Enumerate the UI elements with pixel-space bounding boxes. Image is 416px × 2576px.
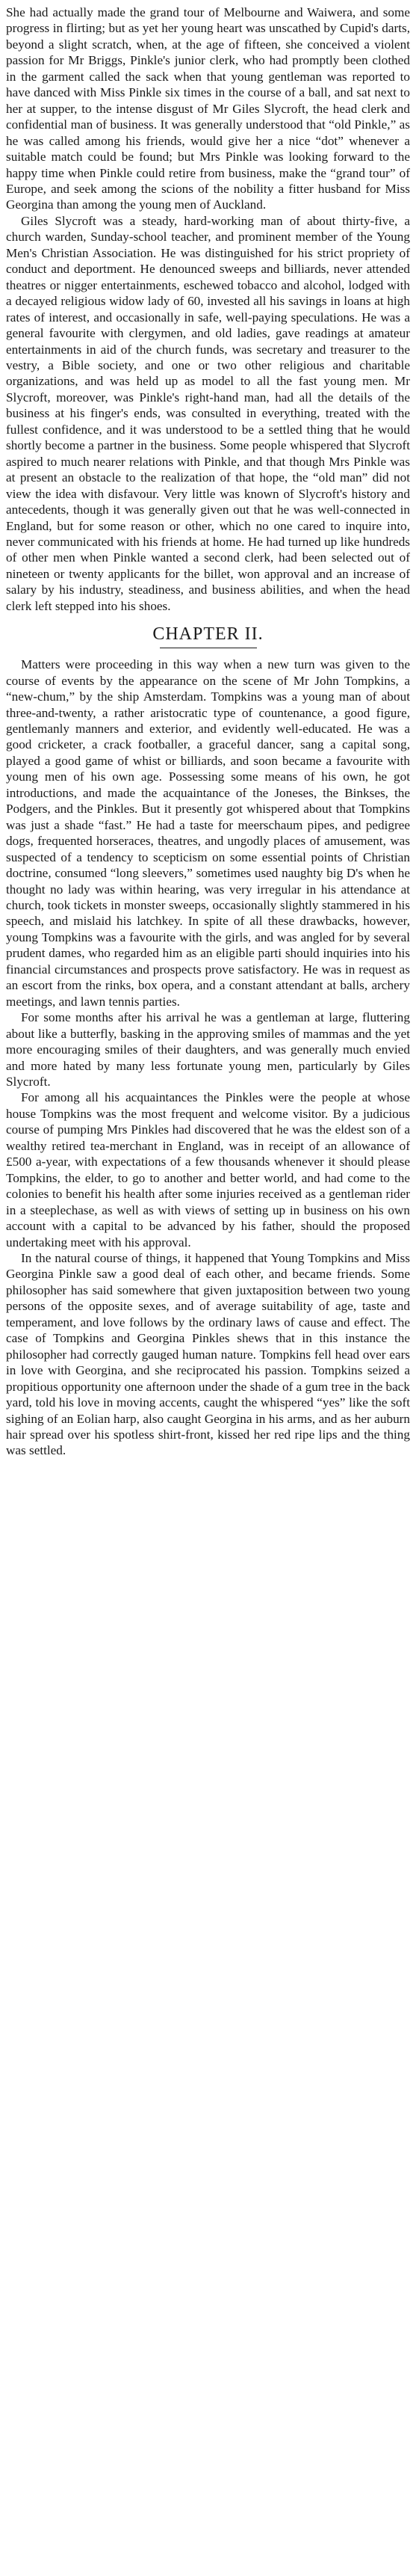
paragraph: For among all his acquaintances the Pinkles were the people at whose house Tompkins was the most frequent and welcome visitor. By a judicious course of pumping Mrs Pinkles had discovered that he was the eldest son of a wealthy retired tea-merchant in England, was in receipt of an allowance of £500 a-year, with expectations of a few thousands whenever it should please Tompkins, the elder, to go to another and better world, and had come to the colonies to benefit his health after some injuries received as a gentleman rider in a steeplechase, as well as with views of setting up in business on his own account with a capital to be advanced by his father, should the proposed undertaking meet with his approval. (6, 1090, 410, 1249)
paragraph: Matters were proceeding in this way when a new turn was given to the course of events by the appearance on the scene of Mr John Tompkins, a “new-chum,” by the ship Amsterdam. Tompkins was a young man of about three-and-twenty, a rather aristocratic type of countenance, a good figure, gentlemanly manners and exterior, and evidently well-educated. He was a good cricketer, a crack footballer, a graceful dancer, sang a capital song, played a good game of whist or billiards, and soon became a favourite with young men of his own age. Possessing some means of his own, he got introductions, and made the acquaintance of the Joneses, the Binkses, the Podgers, and the Pinkles. But it presently got whispered about that Tompkins was just a shade “fast.” He had a taste for meerschaum pipes, and pedigree dogs, frequented horseraces, theatres, and ungodly places of amusement, was suspected of a tendency to scepticism on some essential points of Christian doctrine, consumed “long sleevers,” sometimes used naughty big D's when he thought no lady was within hearing, was very irregular in his attendance at church, took tickets in monster sweeps, occasionally slightly stammered in his speech, and mislaid his latchkey. In spite of all these drawbacks, however, young Tompkins was a favourite with the girls, and was angled for by several prudent dames, who regarded him as an eligible parti should inquiries into his financial circumstances and prospects prove satisfactory. He was in request as an escort from the rinks, box opera, and a constant attendant at balls, archery meetings, and lawn tennis parties. (6, 657, 410, 1009)
paragraph: In the natural course of things, it happened that Young Tompkins and Miss Georgina Pinkle saw a good deal of each other, and became friends. Some philosopher has said somewhere that given juxtaposition between two young persons of the opposite sexes, and of average suitability of age, taste and temperament, and love follows by the ordinary laws of cause and effect. The case of Tompkins and Georgina Pinkles shews that in this instance the philosopher had correctly gauged human nature. Tompkins fell head over ears in love with Georgina, and she reciprocated his passion. Tompkins seized a propitious opportunity one afternoon under the shade of a gum tree in the back yard, told his love in moving accents, caught the whispered “yes” like the soft sighing of an Eolian harp, also caught Georgina in his arms, and as her auburn hair spread over his spotless shirt-front, kissed her red ripe lips and the thing was settled. (6, 1250, 410, 1458)
chapter-heading (6, 624, 410, 648)
newspaper-column (6, 4, 410, 1459)
paragraph: She had actually made the grand tour of Melbourne and Waiwera, and some progress in flirting; but as yet her young heart was unscathed by Cupid's darts, beyond a slight scratch, when, at the age of fifteen, she conceived a violent passion for Mr Briggs, Pinkle's junior clerk, who had promptly been clothed in the garment called the sack when that young gentleman was reported to have danced with Miss Pinkle six times in the course of a ball, and sat next to her at supper, to the intense disgust of Mr Giles Slycroft, the head clerk and confidential man of business. It was generally understood that “old Pinkle,” as he was called among his friends, would give her a nice “dot” whenever a suitable match could be found; but Mrs Pinkle was looking forward to the happy time when Pinkle could retire from business, make the “grand tour” of Europe, and seek among the scions of the nobility a fitter husband for Miss Georgina than among the young men of Auckland. (6, 5, 410, 212)
paragraph: Giles Slycroft was a steady, hard-working man of about thirty-five, a church warden, Sunday-school teacher, and prominent member of the Young Men's Christian Association. He was distinguished for his strict propriety of conduct and deportment. He denounced sweeps and billiards, never attended theatres or nigger entertainments, eschewed tobacco and alcohol, lodged with a decayed religious widow lady of 60, invested all his savings in loans at high rates of interest, and occasionally in safe, well-paying speculations. He was a general favourite with clergymen, and old ladies, gave readings at amateur entertainments in aid of the church funds, was secretary and treasurer to the vestry, a Bible society, and one or two other religious and charitable organizations, and was held up as model to all the fast young men. Mr Slycroft, moreover, was Pinkle's right-hand man, had all the details of the business at his finger's ends, was consulted in everything, treated with the fullest confidence, and it was understood to be a settled thing that he would shortly become a partner in the business. Some people whispered that Slycroft aspired to much nearer relations with Pinkle, and that though Mrs Pinkle was at present an obstacle to the realization of that hope, the “old man” did not view the idea with disfavour. Very little was known of Slycroft's history and antecedents, though it was generally given out that he was well-connected in England, but for some reason or other, which no one cared to inquire into, never communicated with his friends at home. He had turned up like hundreds of other men when Pinkle wanted a second clerk, had been selected out of nineteen or twenty applicants for the billet, won approval and an increase of salary by his industry, steadiness, and business abilities, and when the head clerk left stepped into his shoes. (6, 213, 410, 613)
chapter-heading-text: CHAPTER II. (152, 624, 264, 645)
paragraph: For some months after his arrival he was a gentleman at large, fluttering about like a butterfly, basking in the approving smiles of mammas and the yet more encouraging smiles of their daughters, and was generally much envied and more hated by many less fortunate young men, particularly by Giles Slycroft. (6, 1010, 410, 1089)
